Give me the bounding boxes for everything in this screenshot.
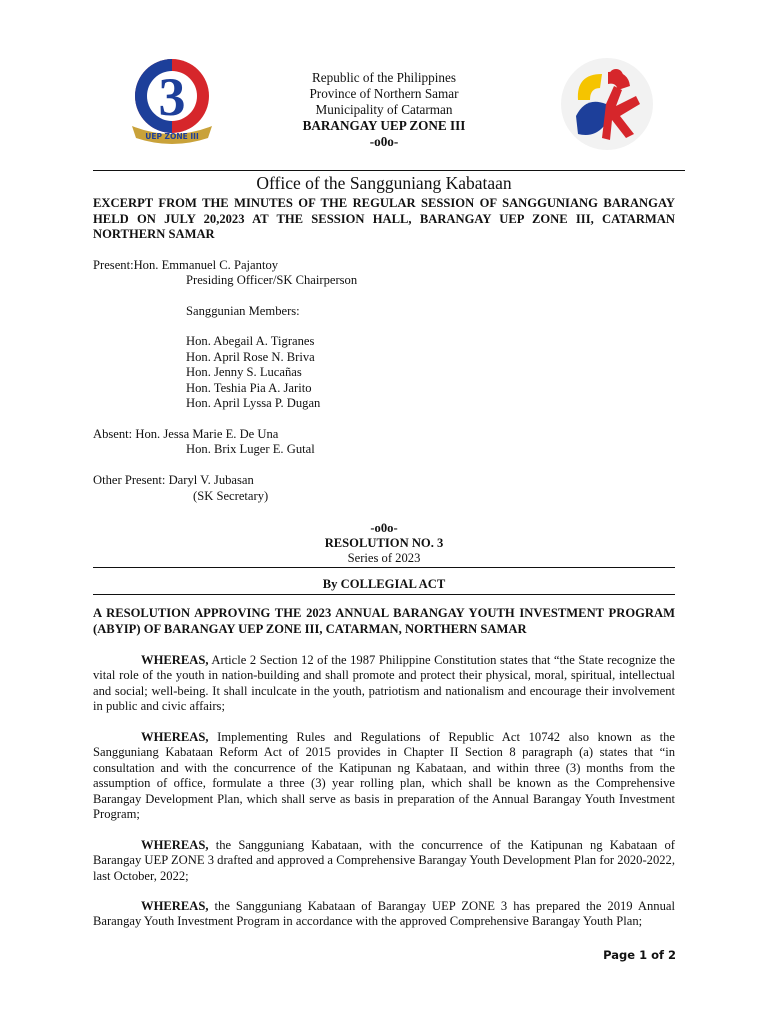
divider [93, 594, 675, 595]
whereas-paragraph [93, 653, 675, 715]
other-label: Other Present: [93, 473, 166, 487]
present-role: Presiding Officer/SK Chairperson [186, 273, 358, 287]
sk-logo [556, 56, 658, 152]
resolution-series: Series of 2023 [347, 551, 421, 565]
whereas-text: the Sangguniang Kabataan of Barangay UEP ZONE 3 has prepared the 2019 Annual Barangay Youth Investment Program in accordance with the approved Comprehensive Barangay Youth Plan; [93, 899, 675, 929]
resolution-number: RESOLUTION NO. 3 [324, 536, 444, 550]
whereas-paragraph [93, 730, 675, 822]
whereas-paragraph [93, 838, 675, 884]
whereas-lead: WHEREAS, [141, 838, 209, 852]
whereas-lead: WHEREAS, [141, 899, 209, 913]
whereas-text: the Sangguniang Kabataan, with the concurrence of the Katipunan ng Kabataan of Barangay UEP ZONE 3 drafted and approved a Comprehensive Barangay Youth Development Plan for 2020-2022, last October, 2022; [93, 838, 675, 883]
present-label: Present: [93, 258, 134, 272]
barangay-name: BARANGAY UEP ZONE III [302, 118, 466, 133]
whereas-paragraph [93, 899, 675, 930]
other-name: Daryl V. Jubasan [168, 473, 254, 487]
header-rule [93, 170, 685, 171]
whereas-text: Article 2 Section 12 of the 1987 Philippine Constitution states that “the State recognize the vital role of the youth in nation-building and shall promote and protect their physical, moral, spiritual, intellectual and social; well-being. It shall inculcate in the youth, patriotism and nationalism and encourage their involvement in public and civic affairs; [93, 653, 675, 714]
absent-member: Hon. Brix Luger E. Gutal [186, 442, 315, 456]
member-item: Hon. Abegail A. Tigranes [186, 334, 315, 348]
logo-banner-text: UEP ZONE III [145, 132, 199, 141]
uep-zone-iii-logo [126, 56, 218, 146]
collegial-act: By COLLEGIAL ACT [322, 577, 446, 591]
absent-member: Hon. Jessa Marie E. De Una [135, 427, 279, 441]
separator: -o0o- [370, 521, 398, 535]
excerpt-heading: EXCERPT FROM THE MINUTES OF THE REGULAR SESSION OF SANGGUNIANG BARANGAY HELD ON JULY 20,2023 AT THE SESSION HALL, BARANGAY UEP ZONE III, CATARMAN NORTHERN SAMAR [93, 196, 675, 241]
page-number: Page 1 of 2 [603, 948, 676, 962]
letterhead [250, 70, 518, 150]
member-item: Hon. April Lyssa P. Dugan [186, 396, 321, 410]
present-name: Hon. Emmanuel C. Pajantoy [133, 258, 279, 272]
member-item: Hon. Jenny S. Lucañas [186, 365, 302, 379]
whereas-text: Implementing Rules and Regulations of Republic Act 10742 also known as the Sangguniang Kabataan Reform Act of 2015 provides in Chapter II Section 8 paragraph (a) states that “in consultation and with the concurrence of the Katipunan ng Kabataan, and within three (3) months from the assumption of office, formulate a three (3) year rolling plan, which shall be known as the Comprehensive Barangay Development Plan, which shall serve as basis in preparation of the Annual Barangay Youth Investment Program; [93, 730, 675, 822]
office-title: Office of the Sangguniang Kabataan [256, 173, 512, 193]
absent-line [93, 427, 278, 443]
letterhead-line: Republic of the Philippines [312, 70, 456, 85]
logo-numeral: 3 [158, 67, 186, 127]
whereas-lead: WHEREAS, [141, 730, 209, 744]
members-label: Sanggunian Members: [186, 304, 300, 318]
other-role: (SK Secretary) [193, 489, 269, 503]
resolution-title: A RESOLUTION APPROVING THE 2023 ANNUAL BARANGAY YOUTH INVESTMENT PROGRAM (ABYIP) OF BARANGAY UEP ZONE III, CATARMAN, NORTHERN SAMAR [93, 606, 675, 636]
letterhead-line: Municipality of Catarman [315, 102, 453, 117]
divider [93, 567, 675, 568]
member-item: Hon. Teshia Pia A. Jarito [186, 381, 312, 395]
other-present-line [93, 473, 254, 489]
present-line [93, 258, 278, 274]
separator: -o0o- [369, 134, 399, 149]
absent-label: Absent: [93, 427, 133, 441]
letterhead-line: Province of Northern Samar [309, 86, 459, 101]
whereas-lead: WHEREAS, [141, 653, 209, 667]
member-item: Hon. April Rose N. Briva [186, 350, 315, 364]
